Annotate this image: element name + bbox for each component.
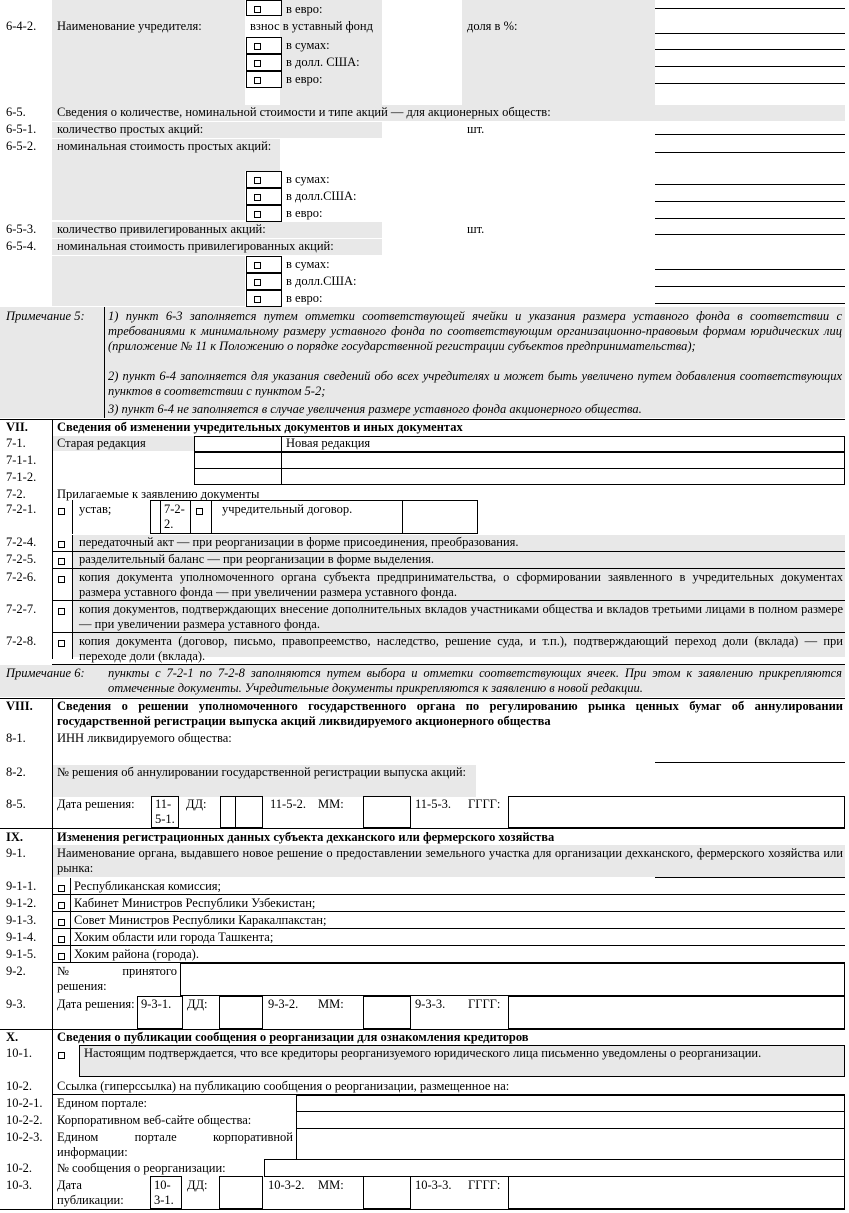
doc-option: копия документа уполномоченного органа субъекта предпринимательства, о сформировании заявленного в учредительных документах размера уставного фонда — при увеличении размера уставного фонда. <box>79 570 843 599</box>
section-title: Сведения об изменении учредительных документов и иных документах <box>57 420 463 434</box>
checkbox[interactable] <box>58 576 65 583</box>
item-number: 8-1. <box>6 731 26 745</box>
item-number: 8-5. <box>6 797 26 811</box>
day-label: ДД: <box>187 1178 208 1192</box>
currency-label: в долл.США: <box>286 189 357 203</box>
item-number: 9-1-3. <box>6 913 37 927</box>
field-label: Едином портале корпоративной информации: <box>57 1130 293 1159</box>
item-number: 10-3-2. <box>268 1178 305 1192</box>
year-label: ГГГГ: <box>468 797 501 811</box>
checkbox[interactable] <box>58 558 65 565</box>
item-number: 10-3-1. <box>154 1178 174 1207</box>
currency-label: в сумах: <box>286 38 330 52</box>
doc-option: передаточный акт — при реорганизации в форме присоединения, преобразования. <box>79 535 519 549</box>
unit-label: шт. <box>467 222 485 236</box>
field-label: Едином портале: <box>57 1096 147 1110</box>
item-number: 7-2-4. <box>6 535 37 549</box>
currency-label: в долл.США: <box>286 274 357 288</box>
item-number: 11-5-1. <box>155 797 175 826</box>
item-number: 10-2-3. <box>6 1130 43 1144</box>
item-number: 7-2-6. <box>6 570 37 584</box>
share-label: доля в %: <box>467 19 518 33</box>
item-number: 6-5-2. <box>6 139 37 153</box>
currency-label: в евро: <box>286 72 323 86</box>
item-number: 9-2. <box>6 964 26 978</box>
checkbox[interactable] <box>58 508 65 515</box>
field-label: Ссылка (гиперссылка) на публикацию сообщения о реорганизации, размещенное на: <box>57 1079 510 1093</box>
day-label: ДД: <box>186 797 207 811</box>
currency-label: в евро: <box>286 206 323 220</box>
checkbox[interactable] <box>254 60 261 67</box>
item-number: 10-1. <box>6 1046 33 1060</box>
field-label: ИНН ликвидируемого общества: <box>57 731 232 745</box>
authority-option: Хоким области или города Ташкента; <box>74 930 274 944</box>
item-number: 9-3. <box>6 997 26 1011</box>
checkbox[interactable] <box>254 6 261 13</box>
item-number: 7-2-7. <box>6 602 37 616</box>
date-label: Дата решения: <box>57 997 135 1011</box>
checkbox[interactable] <box>254 279 261 286</box>
doc-option: учредительный договор. <box>222 502 353 516</box>
checkbox[interactable] <box>58 1052 65 1059</box>
item-number: 7-2. <box>6 487 26 501</box>
checkbox[interactable] <box>254 43 261 50</box>
item-number: 9-1-2. <box>6 896 37 910</box>
confirmation-text: Настоящим подтверждается, что все кредиторы реорганизуемого юридического лица письменно уведомлены о реорганизации. <box>84 1046 762 1060</box>
note-label: Примечание 5: <box>6 309 85 323</box>
month-label: ММ: <box>318 797 344 811</box>
year-label: ГГГГ: <box>468 1178 501 1192</box>
item-number: 9-1-4. <box>6 930 37 944</box>
item-number: 10-2-1. <box>6 1096 43 1110</box>
item-number: 6-5-1. <box>6 122 37 136</box>
item-number: 7-2-5. <box>6 552 37 566</box>
unit-label: шт. <box>467 122 485 136</box>
item-number: 11-5-3. <box>415 797 451 811</box>
authority-option: Совет Министров Республики Каракалпакстан; <box>74 913 327 927</box>
authority-option: Хоким района (города). <box>74 947 199 961</box>
checkbox[interactable] <box>254 262 261 269</box>
item-number: 10-3-3. <box>415 1178 452 1192</box>
field-label: количество простых акций: <box>57 122 204 136</box>
contribution-label: взнос в уставный фонд <box>250 19 373 33</box>
note-text: пункты с 7-2-1 по 7-2-8 заполняются путем выбора и отметки соответствующих ячеек. При этом к заявлению прикрепляются отмеченные документы. Учредительные документы прикрепляются к заявлению в новой редакции. <box>108 666 842 695</box>
item-number: 6-5. <box>6 105 26 119</box>
currency-label: в евро: <box>286 2 323 16</box>
month-label: ММ: <box>318 1178 344 1192</box>
day-label: ДД: <box>187 997 208 1011</box>
doc-option: копия документов, подтверждающих внесение дополнительных вкладов участниками общества и вкладов третьими лицами в полном размере — при увеличении размера уставного фонда. <box>79 602 843 631</box>
item-number: 7-2-2. <box>164 502 185 531</box>
section-title: Изменения регистрационных данных субъекта дехканского или фермерского хозяйства <box>57 830 555 844</box>
item-number: 8-2. <box>6 765 26 779</box>
checkbox[interactable] <box>58 608 65 615</box>
item-number: 9-3-3. <box>415 997 446 1011</box>
item-number: 9-1-5. <box>6 947 37 961</box>
checkbox[interactable] <box>254 211 261 218</box>
currency-label: в сумах: <box>286 172 330 186</box>
item-number: 10-3. <box>6 1178 33 1192</box>
item-number: 6-5-4. <box>6 239 37 253</box>
item-number: 9-3-2. <box>268 997 299 1011</box>
field-label: номинальная стоимость привилегированных акций: <box>57 239 334 253</box>
doc-option: копия документа (договор, письмо, правопреемство, наследство, решение суда, и т.п.), подтверждающий переход доли (вклада) — при переходе доли (вклада). <box>79 634 843 663</box>
doc-option: устав; <box>79 502 112 516</box>
field-label: номинальная стоимость простых акций: <box>57 139 272 153</box>
item-number: 10-2. <box>6 1079 33 1093</box>
field-label: № решения об аннулировании государственной регистрации выпуска акций: <box>57 765 467 779</box>
authority-option: Республиканская комиссия; <box>74 879 221 893</box>
item-number: 9-3-1. <box>141 997 172 1011</box>
item-number: 7-2-8. <box>6 634 37 648</box>
item-number: 11-5-2. <box>270 797 306 811</box>
item-number: 7-1. <box>6 436 26 450</box>
checkbox[interactable] <box>58 902 65 909</box>
checkbox[interactable] <box>58 885 65 892</box>
new-edition-label: Новая редакция <box>286 436 371 450</box>
checkbox[interactable] <box>58 640 65 647</box>
month-label: ММ: <box>318 997 344 1011</box>
field-label: № сообщения о реорганизации: <box>57 1161 226 1175</box>
item-number: 9-1. <box>6 846 26 860</box>
checkbox[interactable] <box>58 919 65 926</box>
item-number: 10-2-2. <box>6 1113 43 1127</box>
currency-label: в сумах: <box>286 257 330 271</box>
checkbox[interactable] <box>254 177 261 184</box>
section-title: Сведения о решении уполномоченного государственного органа по регулированию рынка ценных бумаг об аннулировании государственной регистрации выпуска акций ликвидируемого акционерного общества <box>57 699 843 728</box>
item-number: 10-2. <box>6 1161 33 1175</box>
section-title: Сведения о публикации сообщения о реорганизации для ознакомления кредиторов <box>57 1030 529 1044</box>
field-label: Корпоративном веб-сайте общества: <box>57 1113 252 1127</box>
section-number: X. <box>6 1030 19 1044</box>
currency-label: в долл. США: <box>286 55 360 69</box>
note-text: 2) пункт 6-4 заполняется для указания сведений обо всех учредителях и может быть увеличено путем добавления соответствующих пунктов в соответствии с пунктом 5-2; <box>108 369 842 398</box>
checkbox[interactable] <box>58 541 65 548</box>
item-number: 7-1-2. <box>6 470 37 484</box>
section-number: VIII. <box>6 699 33 713</box>
shares-section-title: Сведения о количестве, номинальной стоимости и типе акций — для акционерных обществ: <box>57 105 551 119</box>
checkbox[interactable] <box>254 296 261 303</box>
date-label: Дата публикации: <box>57 1178 124 1207</box>
section-number: VII. <box>6 420 28 434</box>
date-label: Дата решения: <box>57 797 135 811</box>
currency-label: в евро: <box>286 291 323 305</box>
item-number: 9-1-1. <box>6 879 37 893</box>
field-label: № принятого решения: <box>57 964 177 993</box>
item-number: 7-2-1. <box>6 502 37 516</box>
authority-option: Кабинет Министров Республики Узбекистан; <box>74 896 316 910</box>
founder-name-label: Наименование учредителя: <box>57 19 202 33</box>
checkbox[interactable] <box>254 77 261 84</box>
note-text: 1) пункт 6-3 заполняется путем отметки соответствующей ячейки и указания размера уставного фонда в соответствии с требованиями к минимальному размеру уставного фонда по соответствующим организационно-правовым формам юридических лиц (приложение № 11 к Положению о порядке государственной регистрации субъектов предпринимательства); <box>108 309 842 353</box>
item-number: 6-4-2. <box>6 19 37 33</box>
checkbox[interactable] <box>196 508 203 515</box>
doc-option: разделительный баланс — при реорганизации в форме выделения. <box>79 552 435 566</box>
note-text: 3) пункт 6-4 не заполняется в случае увеличения размере уставного фонда акционерного общества. <box>108 402 642 416</box>
note-label: Примечание 6: <box>6 666 85 680</box>
year-label: ГГГГ: <box>468 997 501 1011</box>
field-label: Наименование органа, выдавшего новое решение о предоставлении земельного участка для организации дехканского, фермерского хозяйства или рынка: <box>57 846 843 875</box>
section-number: IX. <box>6 830 24 844</box>
item-number: 6-5-3. <box>6 222 37 236</box>
currency-box <box>246 0 282 16</box>
field-label: количество привилегированных акций: <box>57 222 266 236</box>
old-edition-label: Старая редакция <box>57 436 146 450</box>
attached-docs-label: Прилагаемые к заявлению документы <box>57 487 260 501</box>
item-number: 7-1-1. <box>6 453 37 467</box>
checkbox[interactable] <box>254 194 261 201</box>
checkbox[interactable] <box>58 936 65 943</box>
checkbox[interactable] <box>58 953 65 960</box>
